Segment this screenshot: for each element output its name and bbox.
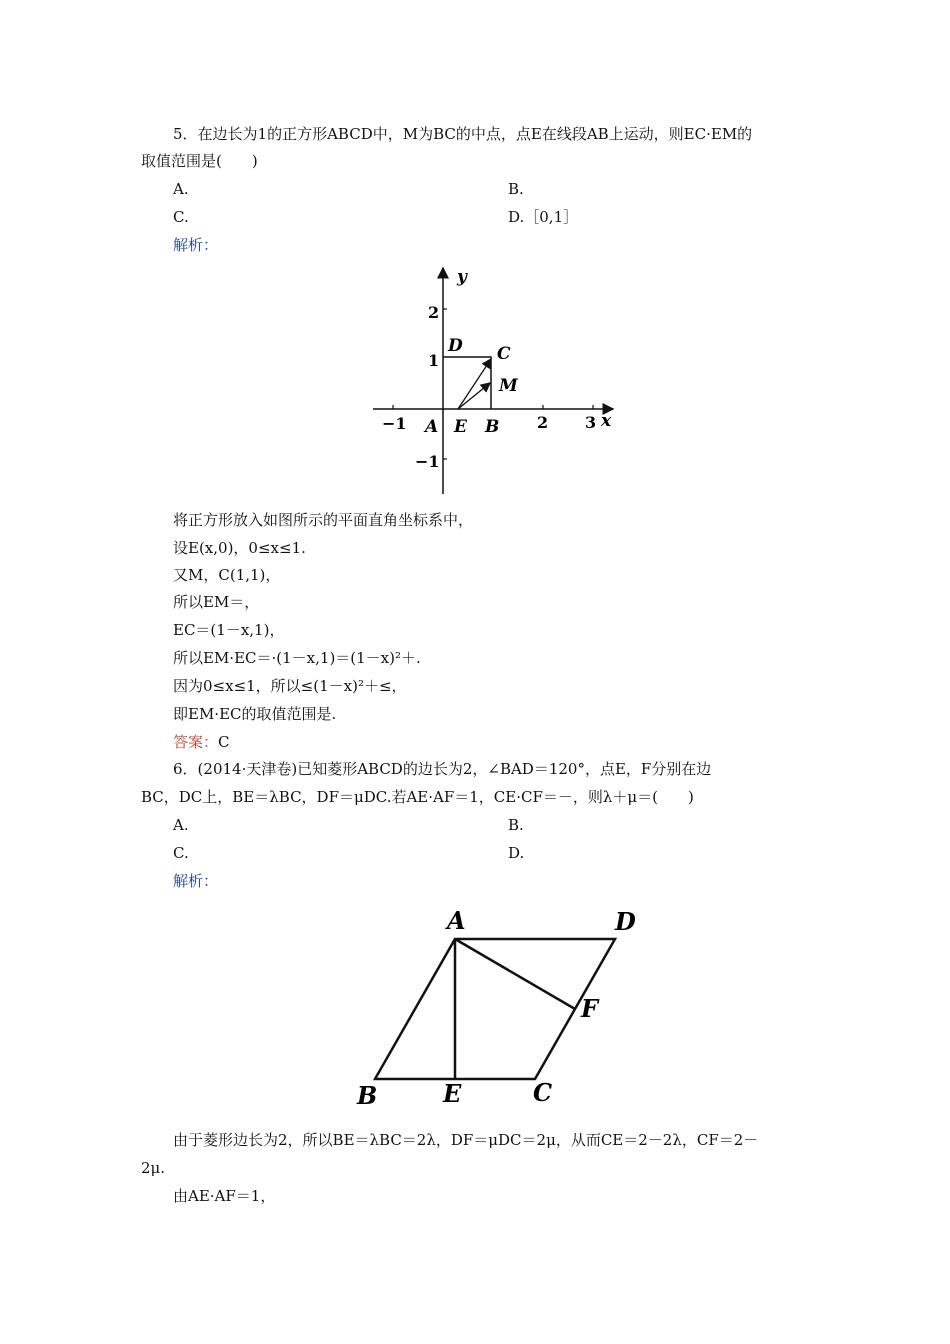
q5-solution-line1: 将正方形放入如图所示的平面直角坐标系中， <box>173 511 474 529</box>
segment-af <box>455 939 575 1009</box>
tick-y-1: 1 <box>428 351 440 370</box>
q5-solution-line7: 因为0≤x≤1，所以≤(1－x)²＋≤， <box>173 677 407 695</box>
q5-stem-line2: 取值范围是( ) <box>141 152 258 170</box>
tick-x-2: 2 <box>537 413 549 432</box>
answer-value: C <box>218 733 230 751</box>
q5-option-d: D.［0,1］ <box>508 208 579 226</box>
point-e-label: E <box>454 417 467 437</box>
point-c-label: C <box>533 1078 553 1107</box>
q5-solution-line8: 即EM·EC的取值范围是. <box>173 705 337 723</box>
q6-solution-line1: 由于菱形边长为2，所以BE＝λBC＝2λ，DF＝μDC＝2μ，从而CE＝2－2λ，CF＝2－ <box>173 1131 759 1149</box>
tick-x-neg1: −1 <box>382 414 407 433</box>
q6-option-c: C. <box>173 844 189 862</box>
point-m-label: M <box>499 376 518 396</box>
q5-answer <box>173 732 230 752</box>
tick-y-neg1: −1 <box>415 452 440 471</box>
q5-jiexi-label: 解析： <box>173 236 219 254</box>
x-axis-label: x <box>601 411 612 431</box>
point-c-label: C <box>497 344 511 364</box>
point-b-label: B <box>485 417 500 437</box>
vector-em <box>458 383 490 409</box>
q6-option-d: D. <box>508 844 525 862</box>
q5-solution-line5: EC＝(1－x,1)， <box>173 621 285 639</box>
tick-y-2: 2 <box>428 303 440 322</box>
q5-option-c: C. <box>173 208 189 226</box>
q6-rhombus-figure <box>345 900 655 1115</box>
point-b-label: B <box>357 1081 378 1110</box>
q5-coordinate-figure <box>365 262 625 500</box>
q6-option-b: B. <box>508 816 524 834</box>
tick-x-3: 3 <box>585 413 597 432</box>
q6-stem-line1: 6．(2014·天津卷)已知菱形ABCD的边长为2，∠BAD＝120°，点E，F分别在边 <box>173 760 712 778</box>
q5-solution-line3: 又M，C(1,1)， <box>173 566 281 584</box>
q5-stem-line1: 5．在边长为1的正方形ABCD中，M为BC的中点，点E在线段AB上运动，则EC·EM的 <box>173 125 753 143</box>
q5-option-a: A. <box>173 180 189 198</box>
answer-label: 答案： <box>173 733 219 751</box>
point-d-label: D <box>448 336 463 356</box>
rhombus-abcd <box>375 939 615 1079</box>
point-a-label: A <box>447 906 466 935</box>
q5-option-b: B. <box>508 180 524 198</box>
q6-solution-line2: 2μ. <box>141 1159 166 1177</box>
q6-option-a: A. <box>173 816 189 834</box>
q6-stem-line2: BC，DC上，BE＝λBC，DF＝μDC.若AE·AF＝1，CE·CF＝－，则λ＋μ＝( ) <box>141 788 694 806</box>
q5-solution-line2: 设E(x,0)，0≤x≤1. <box>173 539 306 557</box>
vector-ec <box>458 359 491 409</box>
q5-solution-line6: 所以EM·EC＝·(1－x,1)＝(1－x)²＋. <box>173 649 421 667</box>
y-axis-label: y <box>457 267 467 287</box>
point-a-label: A <box>425 417 439 437</box>
point-e-label: E <box>443 1079 462 1108</box>
q5-solution-line4: 所以EM＝， <box>173 593 260 611</box>
q6-solution-line3: 由AE·AF＝1， <box>173 1187 276 1205</box>
point-d-label: D <box>615 907 636 936</box>
q6-jiexi-label: 解析： <box>173 872 219 890</box>
point-f-label: F <box>581 994 599 1023</box>
